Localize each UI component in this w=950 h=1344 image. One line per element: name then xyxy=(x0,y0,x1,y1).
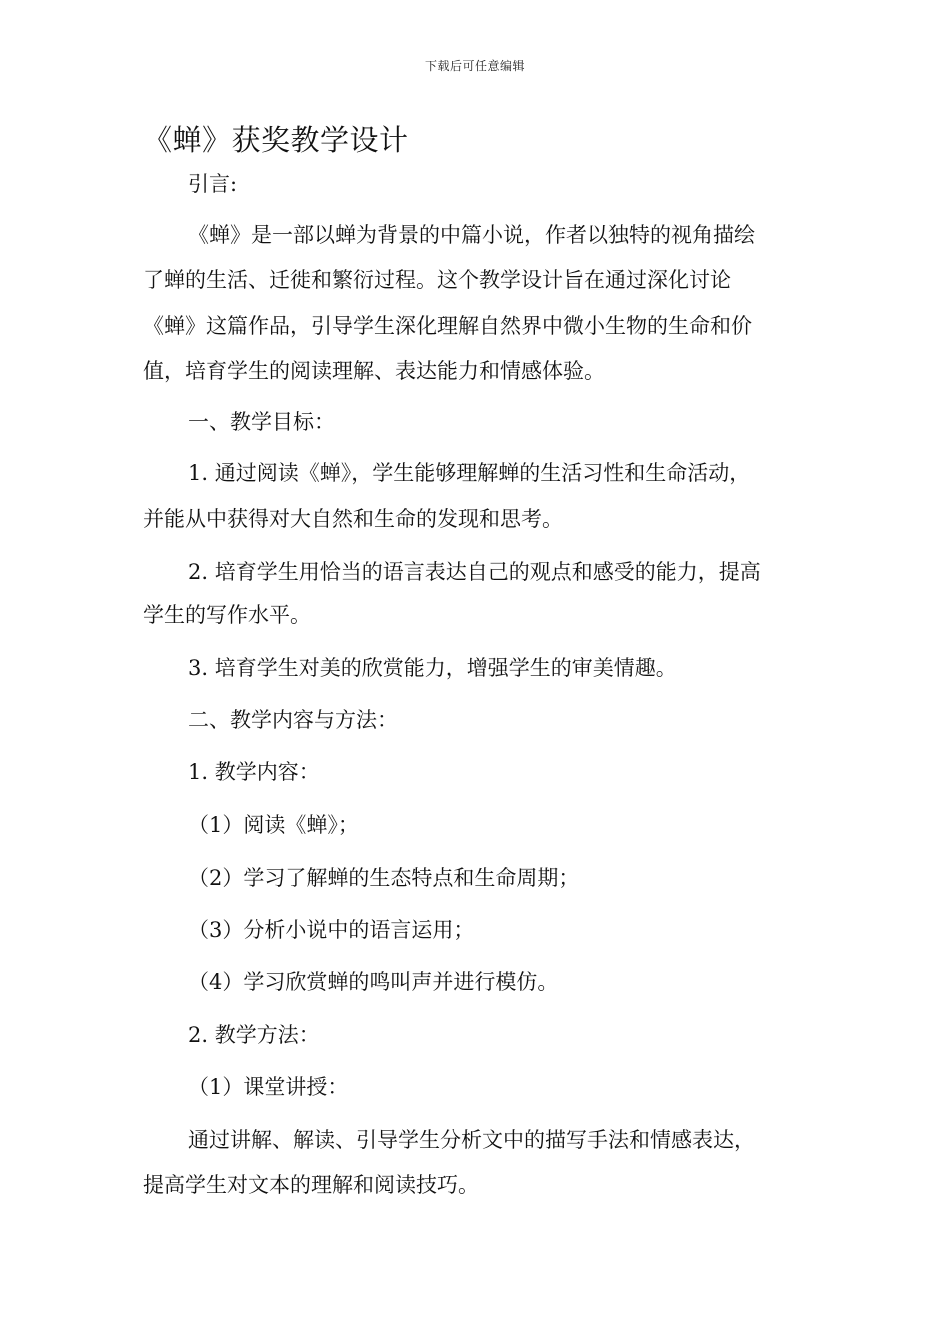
section-2-heading: 二、教学内容与方法： xyxy=(188,708,398,732)
method-paragraph-line-2: 提高学生对文本的理解和阅读技巧。 xyxy=(143,1173,479,1197)
intro-heading: 引言: xyxy=(188,172,238,196)
objective-1-line-2: 并能从中获得对大自然和生命的发现和思考。 xyxy=(143,507,563,531)
content-heading: 1. 教学内容： xyxy=(188,760,320,784)
intro-paragraph-line-3: 《蝉》这篇作品，引导学生深化理解自然界中微小生物的生命和价 xyxy=(143,314,752,338)
intro-paragraph-line-2: 了蝉的生活、迁徙和繁衍过程。这个教学设计旨在通过深化讨论 xyxy=(143,268,731,292)
section-1-heading: 一、教学目标： xyxy=(188,410,335,434)
document-title: 《蝉》获奖教学设计 xyxy=(143,123,409,157)
objective-1-line-1: 1. 通过阅读《蝉》，学生能够理解蝉的生活习性和生命活动， xyxy=(188,461,751,485)
content-item-2: （2）学习了解蝉的生态特点和生命周期； xyxy=(188,866,580,890)
intro-paragraph-line-4: 值，培育学生的阅读理解、表达能力和情感体验。 xyxy=(143,359,605,383)
method-item-1: （1）课堂讲授： xyxy=(188,1075,349,1099)
method-heading: 2. 教学方法： xyxy=(188,1023,320,1047)
content-item-4: （4）学习欣赏蝉的鸣叫声并进行模仿。 xyxy=(188,970,559,994)
intro-paragraph-line-1: 《蝉》是一部以蝉为背景的中篇小说，作者以独特的视角描绘 xyxy=(188,223,755,247)
content-item-1: （1）阅读《蝉》； xyxy=(188,813,359,837)
content-item-3: （3）分析小说中的语言运用； xyxy=(188,918,475,942)
header-note: 下载后可任意编辑 xyxy=(424,59,525,73)
objective-3: 3. 培育学生对美的欣赏能力，增强学生的审美情趣。 xyxy=(188,656,677,680)
method-paragraph-line-1: 通过讲解、解读、引导学生分析文中的描写手法和情感表达， xyxy=(188,1128,755,1152)
objective-2-line-1: 2. 培育学生用恰当的语言表达自己的观点和感受的能力，提高 xyxy=(188,560,761,584)
objective-2-line-2: 学生的写作水平。 xyxy=(143,603,311,627)
